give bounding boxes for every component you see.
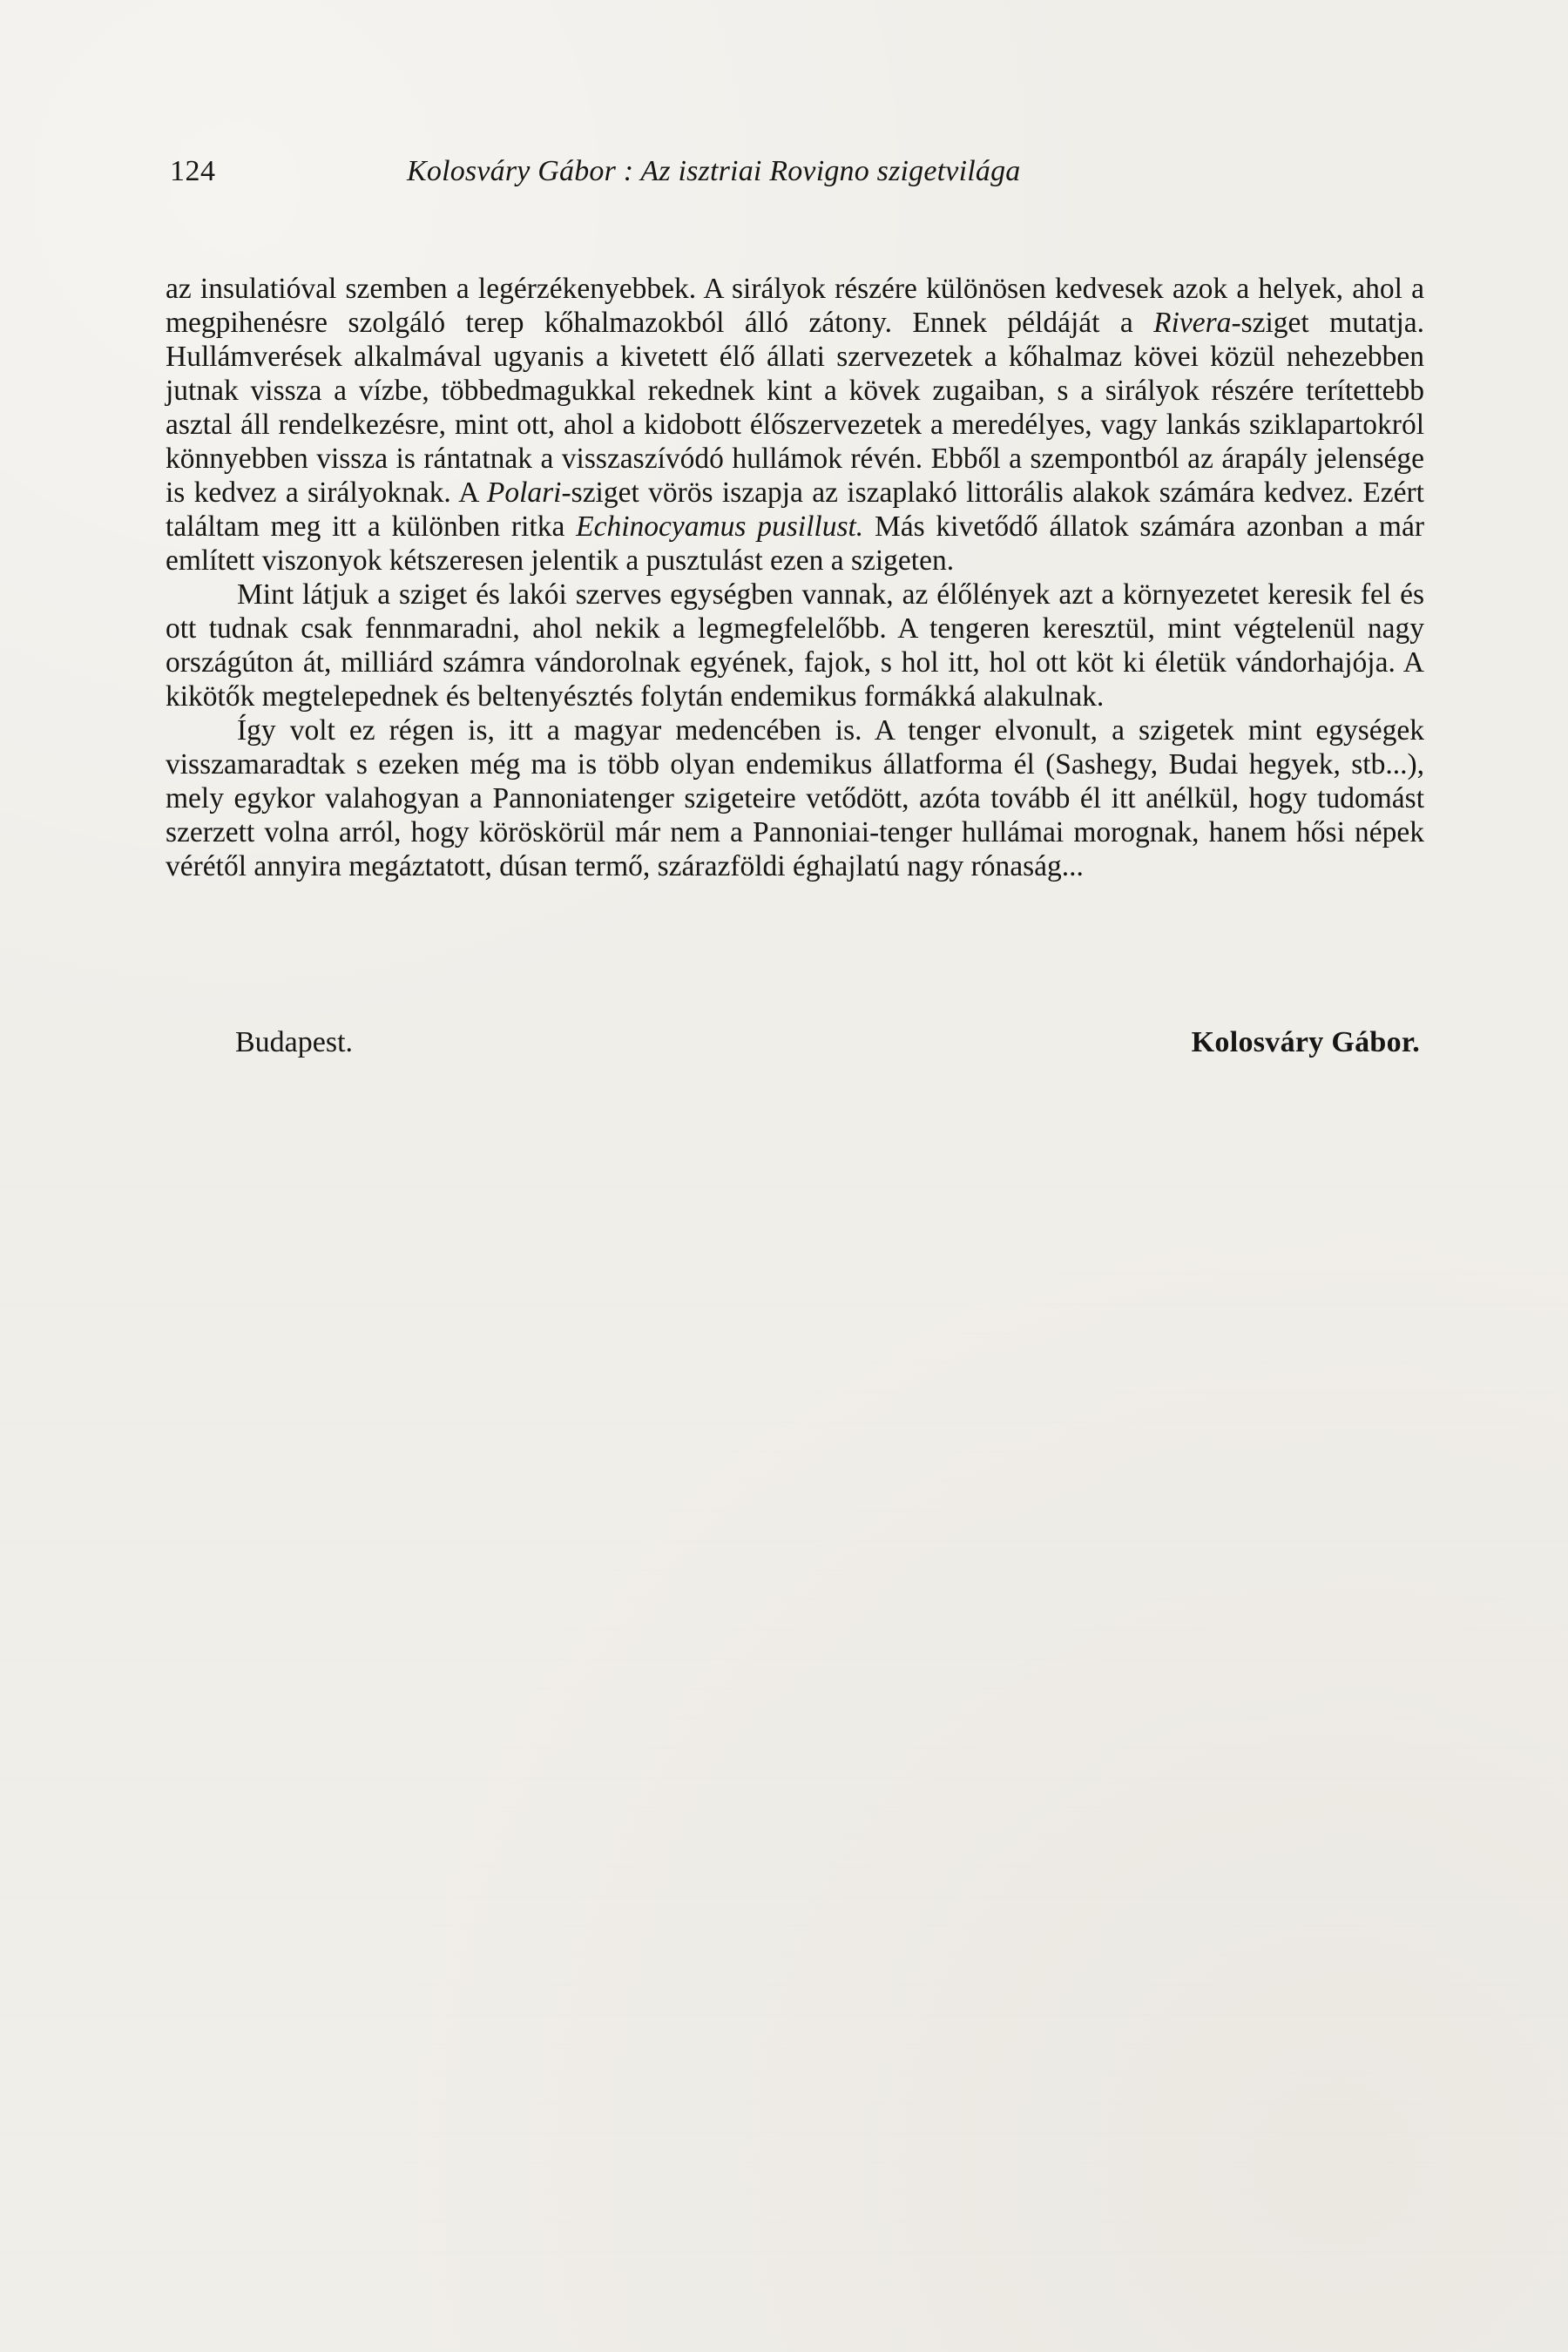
species-italic: Echinocyamus pusillust. [576, 510, 864, 543]
signature-author: Kolosváry Gábor. [1191, 1026, 1420, 1058]
article-body [166, 272, 1424, 883]
paragraph-1 [166, 272, 1424, 578]
polari-italic: Polari [486, 476, 562, 509]
signature-place: Budapest. [235, 1026, 354, 1058]
running-title: Kolosváry Gábor : Az isztriai Rovigno szigetvilága [407, 155, 1021, 187]
paragraph-1-text-3: -sziget vörös iszapja az iszaplakó littorális alakok számára kedvez. Ezért találtam meg itt a különben ritka [166, 476, 1424, 543]
paragraph-1-text-1: az insulatióval szemben a legérzékenyebbek. A sirályok részére különösen kedvesek azok a helyek, ahol a megpihenésre szolgáló terep kőhalmazokból álló zátony. Ennek példáját a [166, 273, 1424, 339]
rivera-italic: Rivera [1153, 307, 1232, 339]
paragraph-3: Így volt ez régen is, itt a magyar medencében is. A tenger elvonult, a szigetek mint egységek visszamaradtak s ezeken még ma is több olyan endemikus állatforma él (Sashegy, Budai hegyek, stb...), mely egykor valahogyan a Pannoniatenger szigeteire vetődött, azóta tovább él itt anélkül, hogy tudomást szerzett volna arról, hogy köröskörül már nem a Pannoniai-tenger hullámai morognak, hanem hősi népek vérétől annyira megáztatott, dúsan termő, szárazföldi éghajlatú nagy rónaság... [166, 714, 1424, 882]
paragraph-2: Mint látjuk a sziget és lakói szerves egységben vannak, az élőlények azt a környezetet keresik fel és ott tudnak csak fennmaradni, ahol nekik a legmegfelelőbb. A tengeren keresztül, mint végtelenül nagy országúton át, milliárd számra vándorolnak egyének, fajok, s hol itt, hol ott köt ki életük vándorhajója. A kikötők megtelepednek és beltenyésztés folytán endemikus formákká alakulnak. [166, 578, 1424, 713]
paragraph-1-text-2: -sziget mutatja. Hullámverések alkalmával ugyanis a kivetett élő állati szervezetek a kőhalmaz kövei közül nehezebben jutnak vissza a vízbe, többedmagukkal rekednek kint a kövek zugaiban, s a sirályok részére terítettebb asztal áll rendelkezésre, mint ott, ahol a kidobott élőszervezetek a meredélyes, vagy lankás sziklapartokról könnyebben vissza is rántatnak a visszaszívódó hullámok révén. Ebből a szempontból az árapály jelensége is kedvez a sirályoknak. A [166, 307, 1424, 509]
signature-line [235, 1026, 1420, 1064]
page-header [170, 155, 1416, 190]
paragraph-1-text-4: Más kivetődő állatok számára azonban a már említett viszonyok kétszeresen jelentik a pusztulást ezen a szigeten. [166, 510, 1425, 577]
page-number: 124 [170, 155, 216, 187]
